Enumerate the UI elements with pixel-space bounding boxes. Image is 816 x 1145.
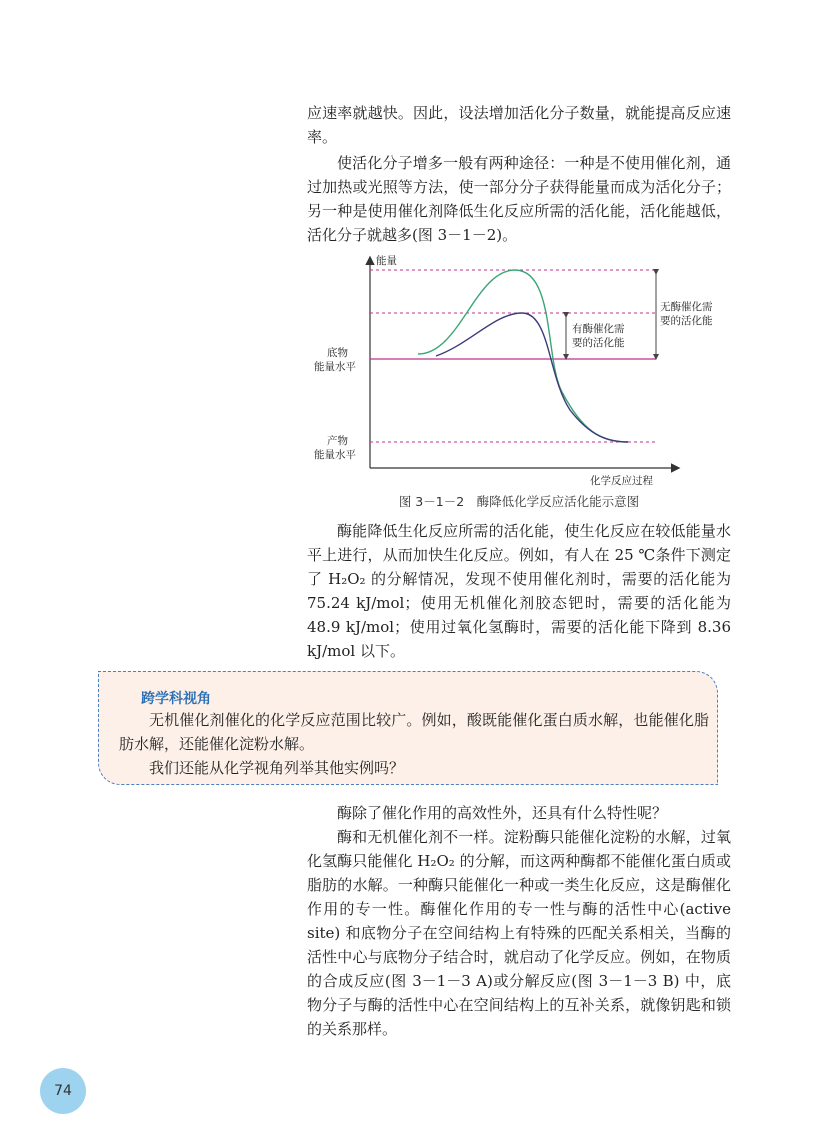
paragraph-2: 使活化分子增多一般有两种途径：一种是不使用催化剂，通过加热或光照等方法，使一部分分子获得能量而成为活化分子；另一种是使用催化剂降低生化反应所需的活化能，活化能越低，活化分子就越多(图 3－1－2)。 [307, 154, 731, 244]
x-axis-label: 化学反应过程 [590, 475, 653, 487]
substrate-label-2: 能量水平 [314, 361, 356, 373]
paragraph-5: 酶和无机催化剂不一样。淀粉酶只能催化淀粉的水解，过氧化氢酶只能催化 H₂O₂ 的分解，而这两种酶都不能催化蛋白质或脂肪的水解。一种酶只能催化一种或一类生化反应，这是酶催化作用的专一性。酶催化作用的专一性与酶的活性中心(active site) 和底物分子在空间结构上有特殊的匹配关系相关，当酶的活性中心与底物分子结合时，就启动了化学反应。例如，在物质的合成反应(图 3－1－3 A)或分解反应(图 3－1－3 B) 中，底物分子与酶的活性中心在空间结构上的互补关系，就像钥匙和锁的关系那样。 [307, 828, 731, 1038]
paragraph-3: 酶能降低生化反应所需的活化能，使生化反应在较低能量水平上进行，从而加快生化反应。例如，有人在 25 ℃条件下测定了 H₂O₂ 的分解情况，发现不使用催化剂时，需要的活化能为 75.24 kJ/mol；使用无机催化剂胶态钯时，需要的活化能为 48.9 kJ/mol；使用过氧化氢酶时，需要的活化能下降到 8.36 kJ/mol 以下。 [307, 522, 731, 660]
enzyme-label-2: 要的活化能 [572, 337, 625, 349]
substrate-label-1: 底物 [327, 347, 348, 359]
sidebar-body: 无机催化剂催化的化学反应范围比较广。例如，酸既能催化蛋白质水解，也能催化脂肪水解，还能催化淀粉水解。 [119, 711, 709, 753]
sidebar-title: 跨学科视角 [141, 691, 211, 707]
y-axis-label: 能量 [376, 255, 397, 267]
figure-caption: 图 3－1－2 酶降低化学反应活化能示意图 [398, 494, 640, 509]
paragraph-1: 应速率就越快。因此，设法增加活化分子数量，就能提高反应速率。 [307, 104, 731, 146]
no-enzyme-label-1: 无酶催化需 [660, 301, 713, 313]
page-number: 74 [40, 1068, 86, 1114]
sidebar-question: 我们还能从化学视角列举其他实例吗？ [149, 759, 405, 777]
paragraph-4: 酶除了催化作用的高效性外，还具有什么特性呢？ [337, 804, 668, 822]
activation-energy-figure [300, 252, 713, 490]
product-label-1: 产物 [327, 435, 348, 447]
no-enzyme-curve [418, 270, 628, 442]
product-label-2: 能量水平 [314, 449, 356, 461]
enzyme-label-1: 有酶催化需 [572, 323, 625, 335]
no-enzyme-label-2: 要的活化能 [660, 315, 713, 327]
interdisciplinary-sidebar [98, 671, 718, 785]
